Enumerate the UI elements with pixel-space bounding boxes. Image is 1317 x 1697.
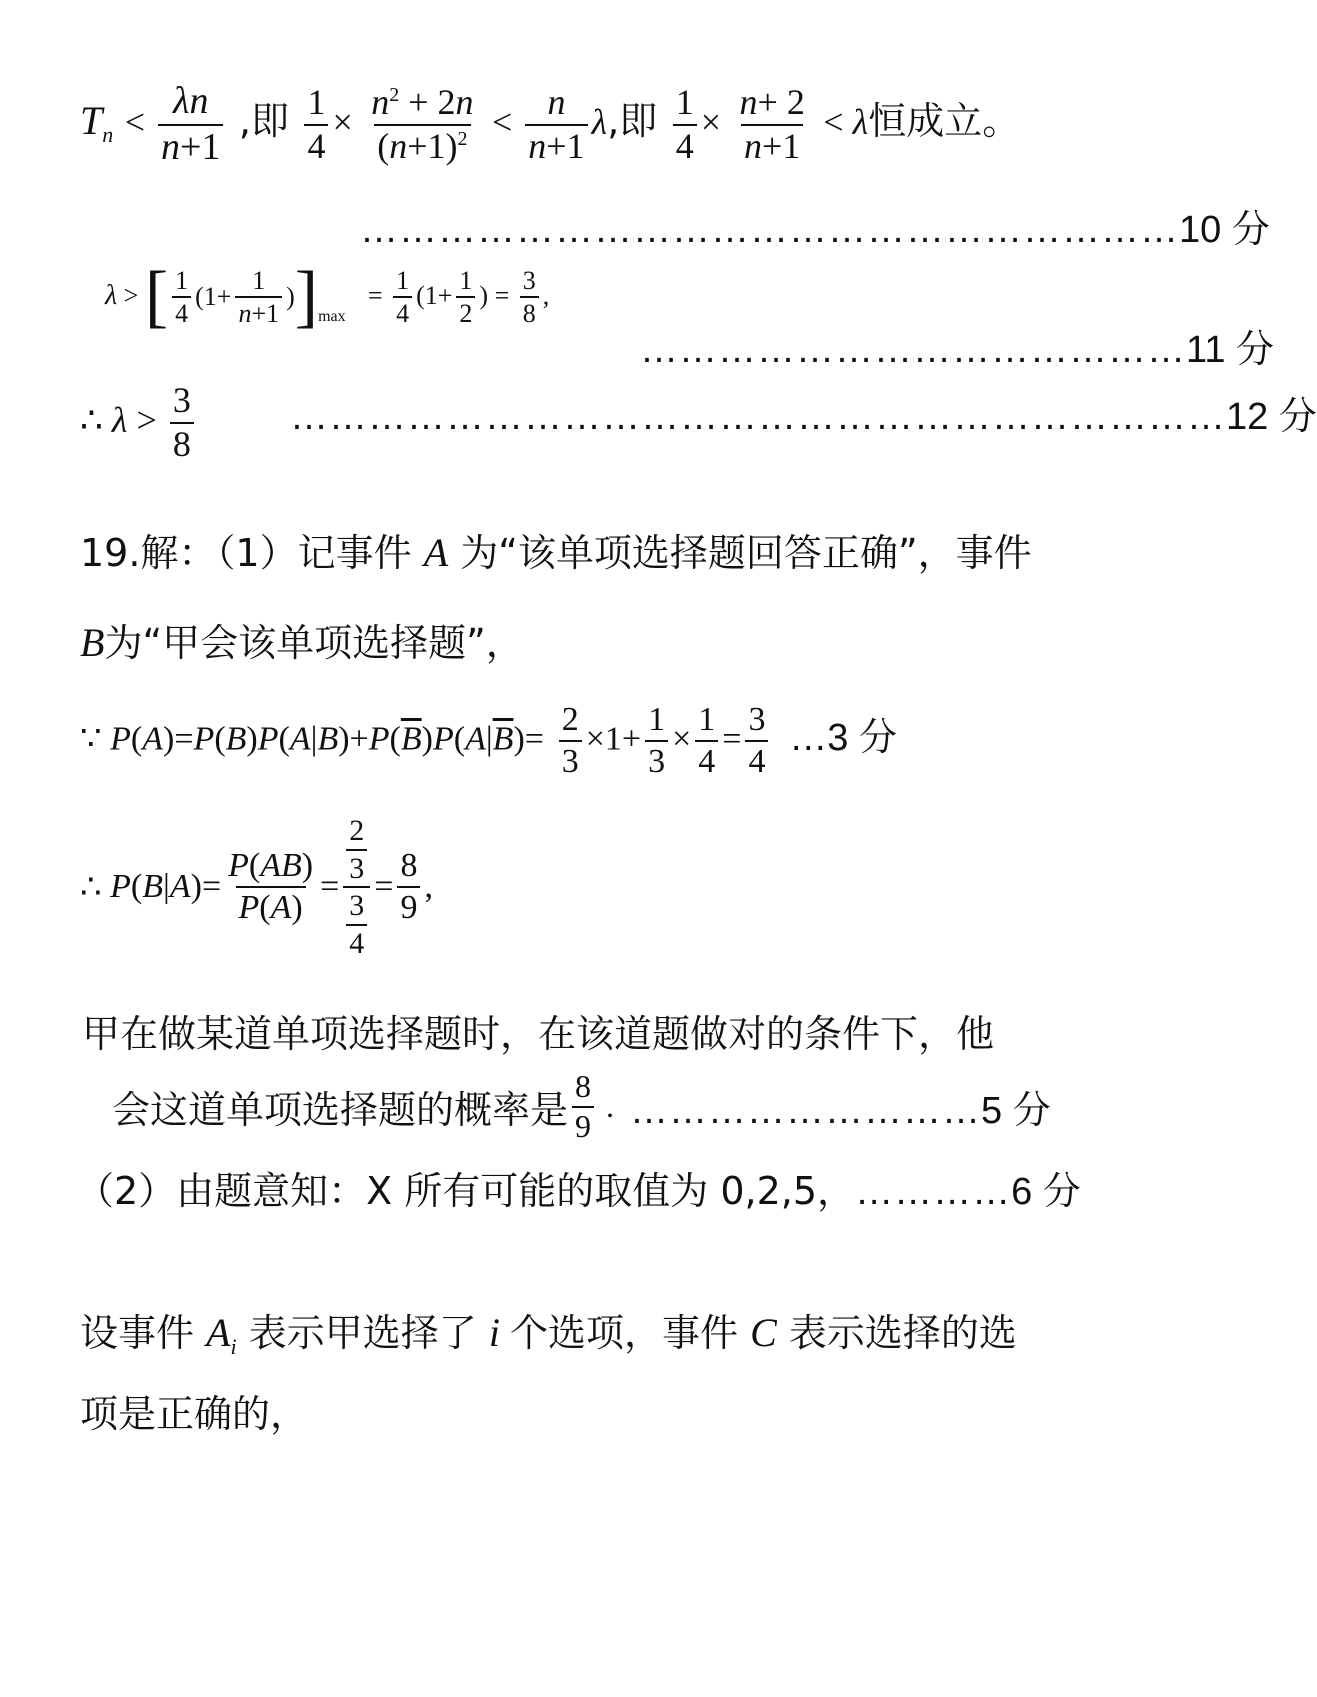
event-text: 设事件 (80, 1311, 195, 1355)
frac-quarter: $\frac{1}{4}$ (673, 84, 697, 166)
q19-conclusion-text: 会这道单项选择题的概率是 (112, 1088, 569, 1133)
q19-line1: 19.解：（1）记事件 A 为“该单项选择题回答正确”，事件 (80, 530, 1032, 575)
q19-event-a-def: 为“该单项选择题回答正确”，事件 (460, 531, 1032, 575)
q19-intro: 19.解：（1）记事件 (80, 531, 412, 575)
score-6: 6 分 (1011, 1171, 1081, 1213)
lambda-conclusion: ∴ λ > $\frac{3}{8}$ (80, 382, 198, 464)
max-subscript: max (318, 308, 346, 325)
score-label: 11 分 (1186, 329, 1275, 371)
conclusion-text: 恒成立。 (868, 98, 1021, 143)
q19-event-b-def: 为“甲会该单项选择题”， (104, 621, 524, 665)
tn-inequality-line: $T_n$ < $\frac{\lambda n}{n+1}$ ,即 $\frac{1}{4}$ × $\frac{n^2 + 2n}{(n+1)^2}$ < $\frac{n}{n+1}$ λ,即 $\frac{1}{4}$ × $\frac{n+ 2}{n+1}$ < λ恒成立。 (80, 80, 1021, 168)
score-5: 5 分 (981, 1090, 1051, 1133)
q19-part2-text: （2）由题意知：X 所有可能的取值为 0,2,5， (76, 1169, 856, 1213)
score-11: ……………………………………11 分 (640, 329, 1275, 371)
q19-event-definitions: 设事件 $A_i$ 表示甲选择了 i 个选项，事件 C 表示选择的选 (80, 1310, 1017, 1359)
q19-event-line2: 项是正确的， (80, 1392, 309, 1436)
frac-n2-2n: $\frac{n^2 + 2n}{(n+1)^2}$ (371, 82, 474, 166)
frac-quarter: $\frac{1}{4}$ (304, 84, 328, 166)
score-label: 10 分 (1179, 209, 1270, 251)
q19-part2: （2）由题意知：X 所有可能的取值为 0,2,5，…………6 分 (76, 1169, 1081, 1213)
q19-line2: B为“甲会该单项选择题”， (80, 620, 524, 665)
connector-text: ,即 (238, 98, 289, 143)
event-text: 表示选择的选 (788, 1311, 1017, 1355)
event-text: 个选项，事件 (510, 1311, 739, 1355)
score-10: ………………………………………………………10 分 (360, 209, 1270, 251)
score-label: 12 分 (1226, 396, 1317, 438)
connector-text: ,即 (607, 98, 658, 143)
frac-n-over-n1: $\frac{n}{n+1}$ (525, 84, 587, 166)
q19-conclusion-line2: 会这道单项选择题的概率是 $\frac{8}{9}$ . ………………………5 分 (112, 1068, 1051, 1144)
score-3: 3 分 (827, 716, 897, 759)
q19-conclusion-line1: 甲在做某道单项选择题时，在该道题做对的条件下，他 (82, 1012, 995, 1056)
score-12: ………………………………………………………………12 分 (290, 396, 1317, 438)
event-text: 表示甲选择了 (248, 1311, 477, 1355)
prob-b-given-a-equation: ∴ P ( B | A )= $\frac{P(AB)}{P(A)}$ = $\frac{\frac{2}{3}}{\frac{3}{4}}$ = $\frac{8}{9}$ , (80, 814, 433, 960)
frac-n2-over-n1: $\frac{n+ 2}{n+1}$ (739, 82, 805, 166)
frac-lambda-n: $\frac{\lambda n}{n+1}$ (158, 82, 223, 168)
lambda-bracket-line: λ > [ $\frac{1}{4}$ (1+ $\frac{1}{n+1}$ ) ] max = $\frac{1}{4}$ (1+ $\frac{1}{2}$ ) = $\frac{3}{8}$ , (105, 258, 550, 335)
prob-a-equation: ∵ $P(A)=P(B)P(A|B)+P(\overline{B})P(A|\overline{B})=$ $\frac{2}{3}$ ×1+ $\frac{1}{3}$ × $\frac{1}{4}$ = $\frac{3}{4}$ …3 分 (80, 701, 897, 780)
